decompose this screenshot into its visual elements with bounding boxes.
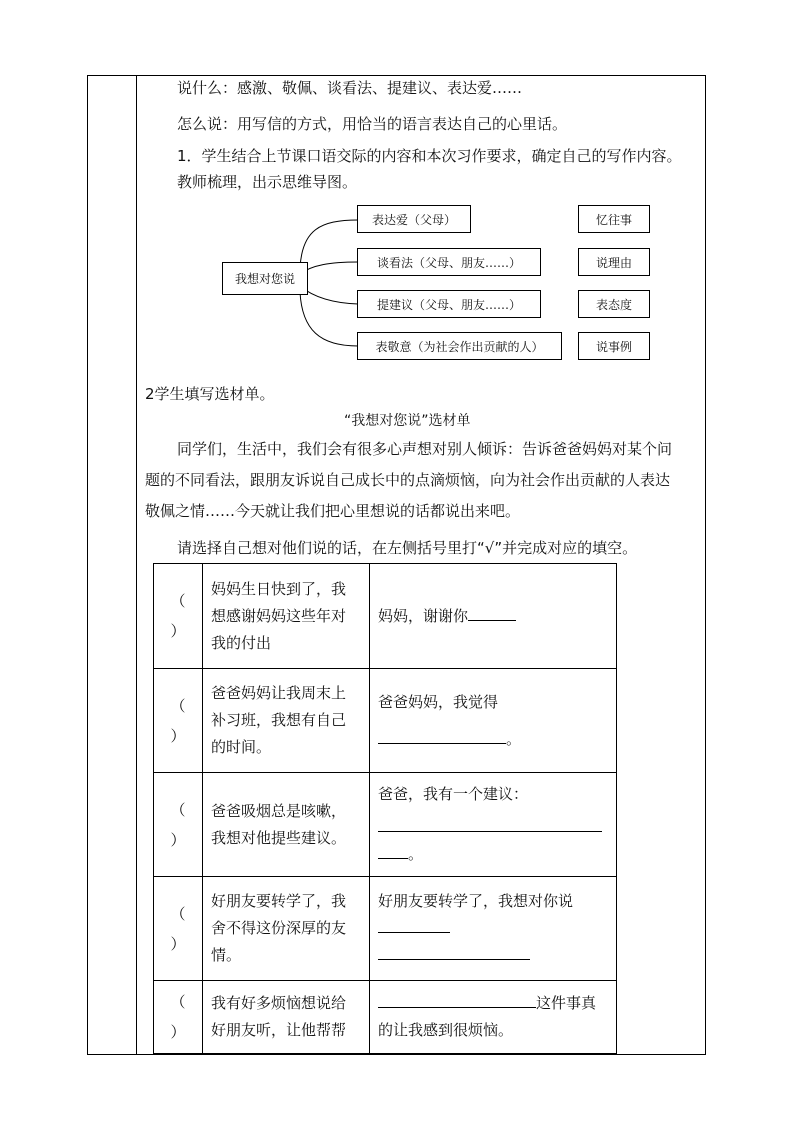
step-2-line: 2学生填写选材单。 [145,385,275,403]
fill-blank[interactable] [378,993,536,1008]
mindmap-branch-respect: 表敬意（为社会作出贡献的人） [357,332,562,360]
intro-line-3: 敬佩之情……今天就让我们把心里想说的话都说出来吧。 [145,502,521,520]
fill-blank[interactable] [378,729,506,744]
checkbox-paren[interactable]: （ ） [154,877,203,981]
intro-line-1: 同学们，生活中，我们会有很多心声想对别人倾诉：告诉爸爸妈妈对某个问 [177,440,673,458]
mindmap-center: 我想对您说 [222,262,308,295]
reason-cell: 好朋友要转学了，我 舍不得这份深厚的友 情。 [203,877,370,981]
mindmap-tag-attitude: 表态度 [578,290,650,318]
fill-blank[interactable] [378,945,530,960]
step-1-line: 1．学生结合上节课口语交际的内容和本次习作要求，确定自己的写作内容。 [177,147,682,165]
how-to-say-line: 怎么说：用写信的方式，用恰当的语言表达自己的心里话。 [177,115,568,133]
checkbox-paren[interactable]: （ ） [154,669,203,773]
response-cell: 爸爸妈妈，我觉得 。 [370,669,617,773]
reason-cell: 妈妈生日快到了，我 想感谢妈妈这些年对 我的付出 [203,564,370,669]
fill-blank[interactable] [378,844,408,859]
table-row [154,877,617,981]
instruction-line: 请选择自己想对他们说的话，在左侧括号里打“√”并完成对应的填空。 [177,539,638,557]
checkbox-paren[interactable]: （ ） [154,564,203,669]
mindmap-branch-suggestion: 提建议（父母、朋友……） [357,290,541,318]
what-to-say-line: 说什么：感激、敬佩、谈看法、提建议、表达爱…… [177,79,523,97]
response-cell: 这件事真 的让我感到很烦恼。 [370,981,617,1054]
reason-cell: 爸爸吸烟总是咳嗽， 我想对他提些建议。 [203,773,370,877]
reason-cell: 我有好多烦恼想说给 好朋友听，让他帮帮 [203,981,370,1054]
response-cell: 好朋友要转学了，我想对你说 [370,877,617,981]
fill-blank[interactable] [378,918,450,933]
table-row [154,564,617,669]
fill-blank[interactable] [468,606,516,621]
checkbox-paren[interactable]: （ ） [154,981,203,1054]
mindmap-branch-opinion: 谈看法（父母、朋友……） [357,248,541,276]
mindmap-tag-recall: 忆往事 [578,205,650,233]
mindmap-tag-reason: 说理由 [578,248,650,276]
response-cell: 妈妈，谢谢你 [370,564,617,669]
checkbox-paren[interactable]: （ ） [154,773,203,877]
table-row [154,773,617,877]
reason-cell: 爸爸妈妈让我周末上 补习班，我想有自己 的时间。 [203,669,370,773]
mindmap-tag-example: 说事例 [578,332,650,360]
fill-blank[interactable] [378,817,602,832]
intro-line-2: 题的不同看法，跟朋友诉说自己成长中的点滴烦恼，向为社会作出贡献的人表达 [145,471,671,489]
table-row [154,981,617,1054]
response-cell: 爸爸，我有一个建议： 。 [370,773,617,877]
sheet-title: “我想对您说”选材单 [344,413,471,429]
mindmap-branch-love: 表达爱（父母） [357,205,471,233]
table-row [154,669,617,773]
step-1-line-2: 教师梳理，出示思维导图。 [177,173,358,191]
selection-sheet-table [153,563,617,1054]
